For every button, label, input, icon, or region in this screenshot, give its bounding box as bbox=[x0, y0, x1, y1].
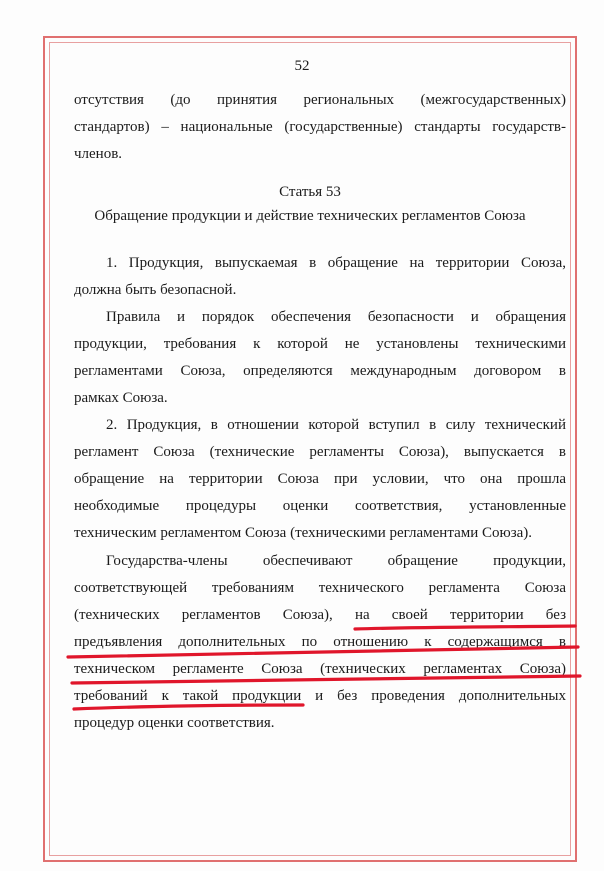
text-line: должна быть безопасной. bbox=[74, 282, 237, 298]
text-line: рамках Союза. bbox=[74, 390, 168, 406]
text-line: процедур оценки соответствия. bbox=[74, 715, 275, 731]
text-line: Правила и порядок обеспечения безопасности и обращения bbox=[106, 309, 566, 325]
text-line: 1. Продукция, выпускаемая в обращение на территории Союза, bbox=[106, 255, 566, 271]
text-line: обращение на территории Союза при условии, что она прошла bbox=[74, 471, 566, 487]
page-number: 52 bbox=[294, 58, 310, 74]
article-title: Обращение продукции и действие технических регламентов Союза bbox=[94, 208, 526, 224]
article-number: Статья 53 bbox=[279, 184, 341, 200]
text-line: техническом регламенте Союза (технических регламентах Союза) bbox=[74, 661, 566, 677]
text-line: продукции, требования к которой не установлены техническими bbox=[74, 336, 566, 352]
text-line: (технических регламентов Союза), на своей территории без bbox=[74, 607, 566, 623]
text-line: стандартов) – национальные (государственные) стандарты государств- bbox=[74, 119, 566, 135]
text-line: техническим регламентом Союза (техническими регламентами Союза). bbox=[74, 525, 533, 541]
text-line: Государства-члены обеспечивают обращение продукции, bbox=[106, 553, 566, 569]
text-line: предъявления дополнительных по отношению к содержащимся в bbox=[74, 634, 566, 650]
text-line: требований к такой продукции и без проведения дополнительных bbox=[74, 688, 566, 704]
text-line: 2. Продукция, в отношении которой вступил в силу технический bbox=[106, 417, 566, 433]
text-line: регламент Союза (технические регламенты Союза), выпускается в bbox=[74, 444, 566, 460]
text-line: членов. bbox=[74, 146, 123, 162]
text-line: необходимые процедуры оценки соответствия, установленные bbox=[74, 498, 566, 514]
text-line: регламентами Союза, определяются международным договором в bbox=[74, 363, 566, 379]
text-line: соответствующей требованиям технического регламента Союза bbox=[74, 580, 566, 596]
text-line: отсутствия (до принятия региональных (межгосударственных) bbox=[74, 92, 566, 108]
